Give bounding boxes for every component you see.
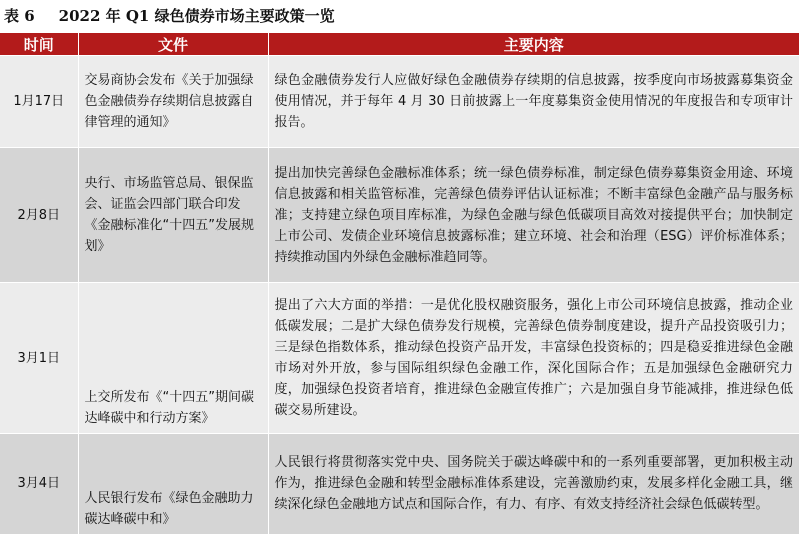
policy-table — [0, 33, 799, 534]
row-file: 央行、市场监管总局、银保监会、证监会四部门联合印发《金融标准化“十四五”发展规划》 — [78, 148, 268, 283]
table-title: 2022 年 Q1 绿色债券市场主要政策一览 — [58, 6, 335, 25]
row-date: 3月1日 — [0, 283, 78, 434]
row-content: 提出加快完善绿色金融标准体系；统一绿色债券标准，制定绿色债券募集资金用途、环境信息披露和相关监管标准，完善绿色债券评估认证标准；不断丰富绿色金融产品与服务标准；支持建立绿色项目库标准，为绿色金融与绿色低碳项目高效对接提供平台；加快制定上市公司、发债企业环境信息披露标准；建立环境、社会和治理（ESG）评价标准体系；持续推动国内外绿色金融标准趋同等。 — [268, 148, 799, 283]
row-content: 人民银行将贯彻落实党中央、国务院关于碳达峰碳中和的一系列重要部署，更加积极主动作为，推进绿色金融和转型金融标准体系建设，完善激励约束，发展多样化金融工具，继续深化绿色金融地方试点和国际合作，有力、有序、有效支持经济社会绿色低碳转型。 — [268, 434, 799, 534]
row-file: 交易商协会发布《关于加强绿色金融债券存续期信息披露自律管理的通知》 — [78, 56, 268, 148]
row-file: 人民银行发布《绿色金融助力碳达峰碳中和》 — [78, 434, 268, 534]
table-row — [0, 56, 799, 148]
row-content: 提出了六大方面的举措：一是优化股权融资服务，强化上市公司环境信息披露，推动企业低碳发展；二是扩大绿色债券发行规模，完善绿色债券制度建设，提升产品投资吸引力；三是绿色指数体系，推动绿色投资产品开发，丰富绿色投资标的；四是稳妥推进绿色金融市场对外开放，参与国际组织绿色金融工作，深化国际合作；五是加强绿色金融研究力度，加强绿色投资者培育，推进绿色金融宣传推广；六是加强自身节能减排，推进绿色低碳交易所建设。 — [268, 283, 799, 434]
table-caption — [0, 0, 799, 30]
row-file: 上交所发布《“十四五”期间碳达峰碳中和行动方案》 — [78, 283, 268, 434]
row-date: 1月17日 — [0, 56, 78, 148]
row-date: 2月8日 — [0, 148, 78, 283]
row-content: 绿色金融债券发行人应做好绿色金融债券存续期的信息披露，按季度向市场披露募集资金使用情况，并于每年 4 月 30 日前披露上一年度募集资金使用情况的年度报告和专项审计报告。 — [268, 56, 799, 148]
row-date: 3月4日 — [0, 434, 78, 534]
table-row — [0, 283, 799, 434]
table-header-row — [0, 33, 799, 56]
header-file: 文件 — [78, 33, 268, 56]
table-row — [0, 148, 799, 283]
table-row — [0, 434, 799, 534]
header-content: 主要内容 — [268, 33, 799, 56]
header-time: 时间 — [0, 33, 78, 56]
table-number: 表 6 — [4, 6, 35, 25]
